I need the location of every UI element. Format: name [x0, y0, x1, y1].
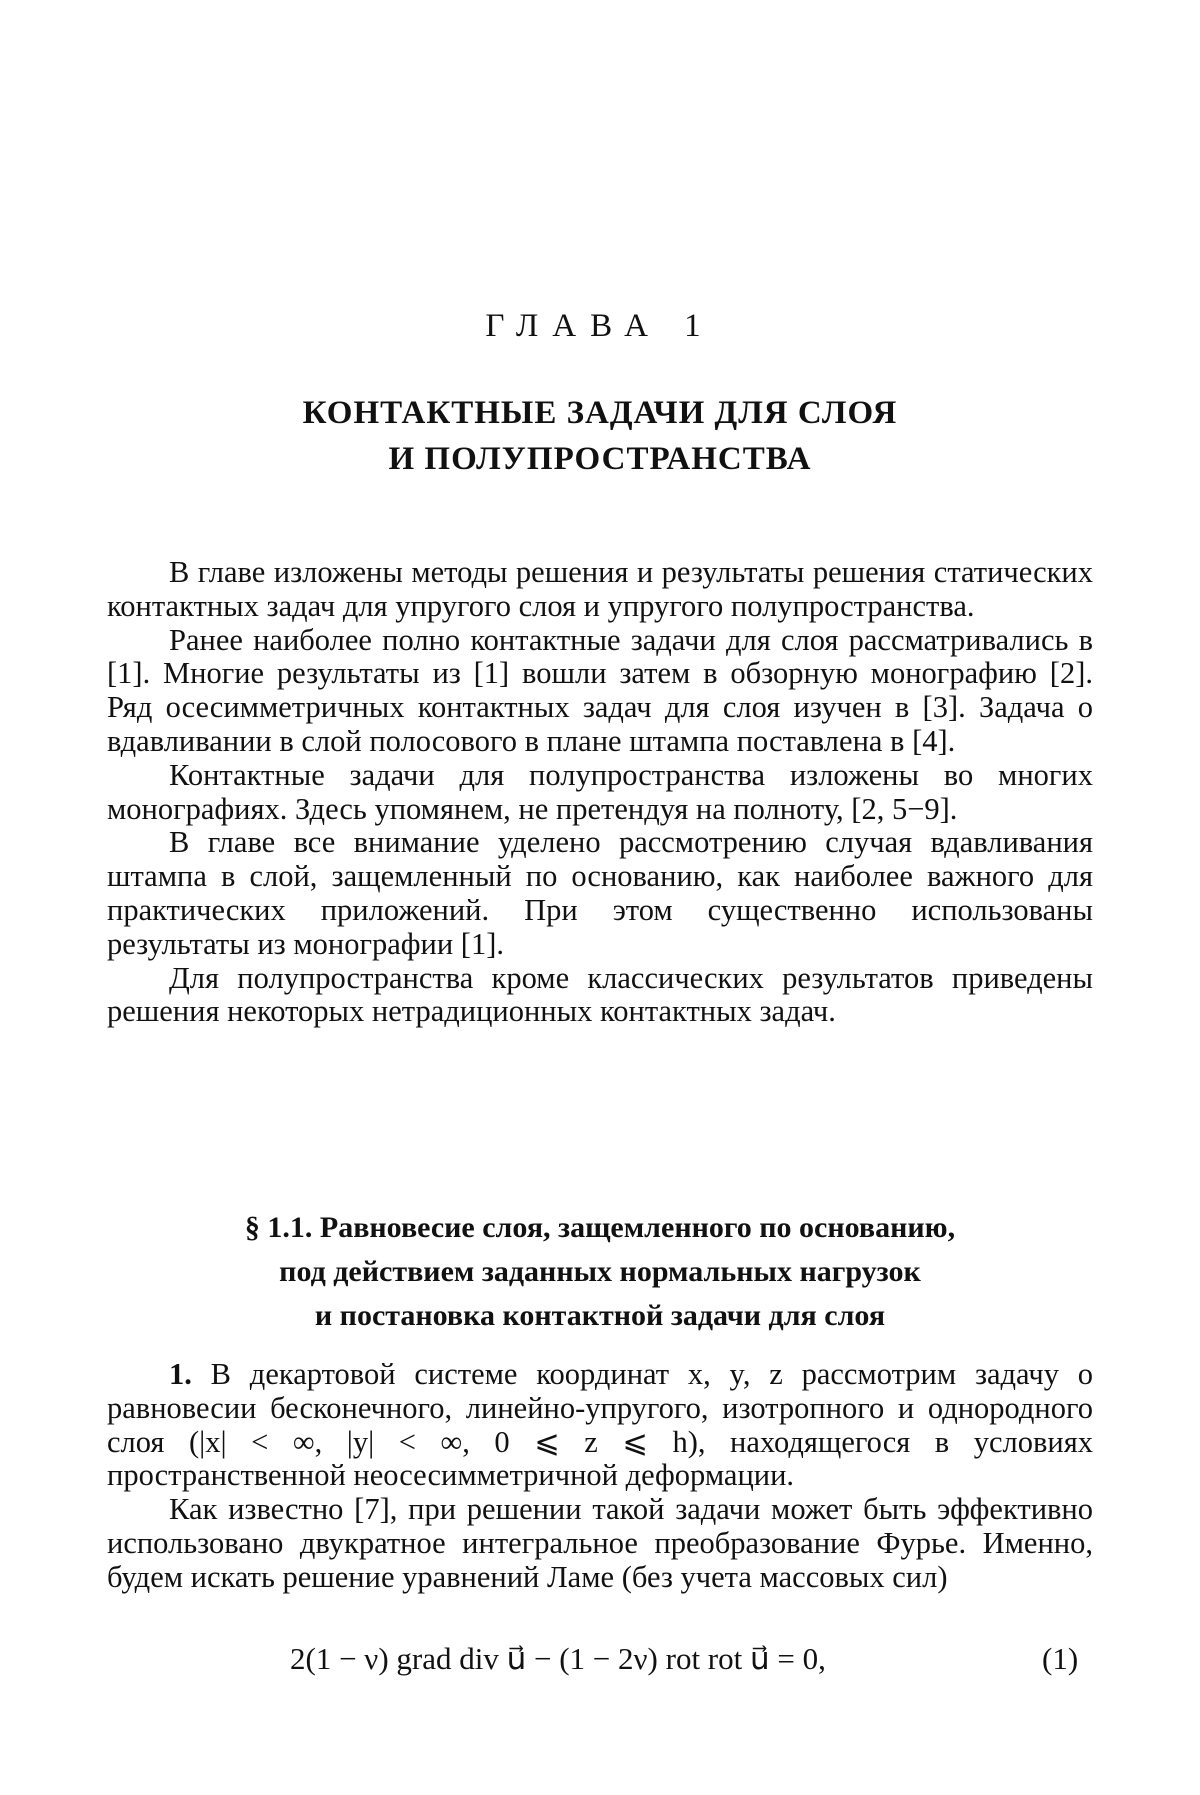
paragraph-number: 1.	[169, 1357, 192, 1391]
section-title-line-1: § 1.1. Равновесие слоя, защемленного по основанию,	[244, 1211, 956, 1244]
chapter-title	[0, 390, 1200, 482]
intro-paragraph-4: В главе все внимание уделено рассмотрению случая вдавливания штампа в слой, защемленный по основанию, как наиболее важного для практических приложений. При этом существенно использованы результаты из монографии [1].	[107, 825, 1093, 961]
section-title-line-2: под действием заданных нормальных нагрузок	[279, 1255, 921, 1288]
section-title	[0, 1206, 1200, 1338]
intro-paragraph-2: Ранее наиболее полно контактные задачи для слоя рассматривались в [1]. Многие результаты из [1] вошли затем в обзорную монографию [2]. Ряд осесимметричных контактных задач для слоя изучен в [3]. Задача о вдавливании в слой полосового в плане штампа поставлена в [4].	[107, 622, 1093, 758]
section-title-line-3: и постановка контактной задачи для слоя	[314, 1299, 886, 1332]
lame-equation: 2(1 − ν) grad div u⃗ − (1 − 2ν) rot rot u⃗ = 0,	[290, 1641, 826, 1676]
section-paragraph-2: Как известно [7], при решении такой задачи может быть эффективно использовано двукратное интегральное преобразование Фурье. Именно, будем искать решение уравнений Ламе (без учета массовых сил)	[107, 1492, 1093, 1594]
section-paragraph-1	[107, 1358, 1093, 1493]
chapter-title-line-2: И ПОЛУПРОСТРАНСТВА	[388, 441, 812, 477]
equation-number: (1)	[1042, 1641, 1079, 1676]
intro-paragraph-5: Для полупространства кроме классических результатов приведены решения некоторых нетрадиционных контактных задач.	[107, 960, 1093, 1029]
chapter-title-line-1: КОНТАКТНЫЕ ЗАДАЧИ ДЛЯ СЛОЯ	[302, 395, 898, 431]
section-paragraph-1-text: В декартовой системе координат x, y, z рассмотрим задачу о равновесии бесконечного, линейно-упругого, изотропного и однородного слоя (|x| < ∞, |y| < ∞, 0 ⩽ z ⩽ h), находящегося в условиях пространственной неосесимметричной деформации.	[107, 1357, 1093, 1493]
intro-paragraph-1: В главе изложены методы решения и результаты решения статических контактных задач для упругого слоя и упругого полупространства.	[107, 555, 1093, 623]
chapter-label: ГЛАВА 1	[485, 308, 715, 344]
section-body	[107, 1358, 1093, 1595]
intro-paragraph-3: Контактные задачи для полупространства изложены во многих монографиях. Здесь упомянем, не претендуя на полноту, [2, 5−9].	[107, 757, 1093, 826]
chapter-intro	[107, 556, 1093, 1029]
